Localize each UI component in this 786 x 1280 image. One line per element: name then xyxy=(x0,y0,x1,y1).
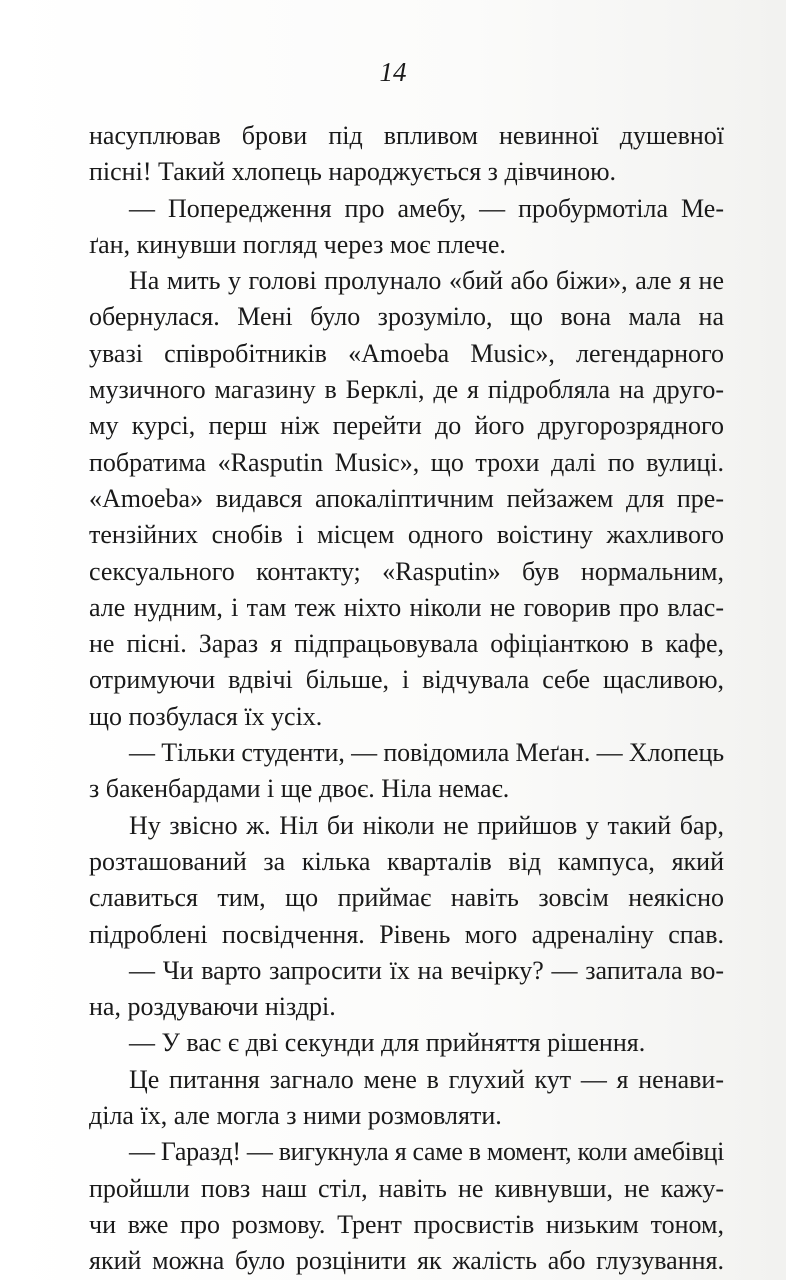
text-line: славиться тим, що приймає навіть зовсім неякісно xyxy=(89,883,724,913)
text-line: Це питання загнало мене в глухий кут — я ненави- xyxy=(129,1064,724,1094)
text-line: діла їх, але могла з ними розмовляти. xyxy=(89,1101,502,1131)
text-line: пройшли повз наш стіл, навіть не кивнувши, не кажу- xyxy=(89,1173,724,1203)
text-line: — У вас є дві секунди для прийняття рішення. xyxy=(129,1028,646,1058)
text-line: що позбулася їх усіх. xyxy=(89,701,323,731)
text-line: з бакенбардами і ще двоє. Ніла немає. xyxy=(89,774,510,804)
text-line: музичного магазину в Берклі, де я підробляла на друго- xyxy=(89,375,724,405)
text-line: чи вже про розмову. Трент просвистів низьким тоном, xyxy=(89,1209,724,1239)
page-number: 14 xyxy=(379,57,407,87)
text-line: пісні! Такий хлопець народжується з дівчиною. xyxy=(89,157,617,187)
text-line: — Гаразд! — вигукнула я саме в момент, коли амебівці xyxy=(129,1137,724,1167)
text-line: Ну звісно ж. Ніл би ніколи не прийшов у такий бар, xyxy=(129,810,724,840)
body-text xyxy=(89,118,724,1280)
text-line: — Тільки студенти, — повідомила Меґан. — Хлопець xyxy=(129,738,725,768)
text-line: тензійних снобів і місцем одного воістину жахливого xyxy=(89,520,724,550)
text-line: але нудним, і там теж ніхто ніколи не говорив про влас- xyxy=(89,592,724,622)
text-line: насуплював брови під впливом невинної душевної xyxy=(89,121,724,150)
text-line: — Чи варто запросити їх на вечірку? — запитала во- xyxy=(129,955,724,985)
text-line: «Amoeba» видався апокаліптичним пейзажем для пре- xyxy=(89,483,724,513)
text-line: му курсі, перш ніж перейти до його другорозрядного xyxy=(89,411,724,441)
text-line: — Попередження про амебу, — пробурмотіла Ме- xyxy=(129,193,724,223)
text-line: на, роздуваючи ніздрі. xyxy=(89,992,336,1022)
text-line: На мить у голові пролунало «бий або біжи», але я не xyxy=(129,266,724,296)
text-line: побратима «Rasputin Music», що трохи далі по вулиці. xyxy=(89,447,724,477)
text-line: не пісні. Зараз я підпрацьовувала офіціанткою в кафе, xyxy=(89,629,724,659)
text-line: обернулася. Мені було зрозуміло, що вона мала на xyxy=(89,302,724,332)
text-line: підроблені посвідчення. Рівень мого адреналіну спав. xyxy=(89,919,724,949)
text-line: сексуального контакту; «Rasputin» був нормальним, xyxy=(89,556,724,586)
text-line: ґан, кинувши погляд через моє плече. xyxy=(89,229,506,259)
text-line: який можна було розцінити як жалість або глузування. xyxy=(89,1246,724,1276)
text-line: отримуючи вдвічі більше, і відчувала себе щасливою, xyxy=(89,665,724,695)
text-line: розташований за кілька кварталів від кампуса, який xyxy=(89,846,724,876)
text-line: увазі співробітників «Amoeba Music», легендарного xyxy=(89,338,724,368)
